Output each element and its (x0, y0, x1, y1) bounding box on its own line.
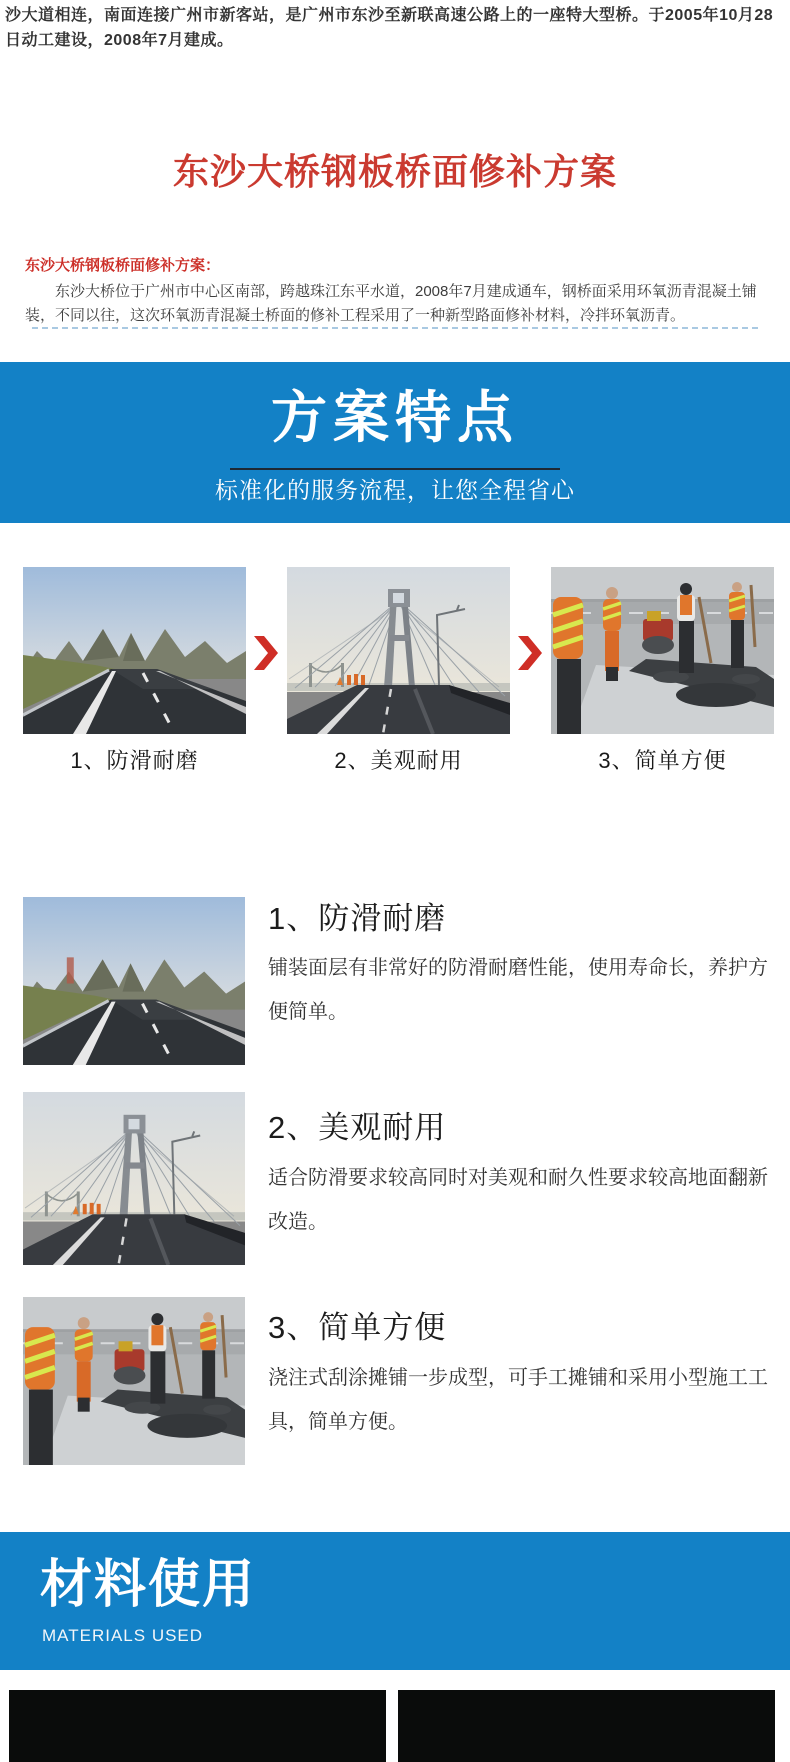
features-banner (0, 362, 790, 523)
features-banner-title: 方案特点 (271, 386, 519, 449)
road-repair-workers-photo (23, 1297, 245, 1465)
road-repair-workers-photo (551, 567, 774, 734)
intro-paragraph: 沙大道相连，南面连接广州市新客站，是广州市东沙至新联高速公路上的一座特大型桥。于2005年10月28日动工建设，2008年7月建成。 (5, 7, 774, 49)
cable-stayed-bridge-photo (287, 567, 510, 734)
feature-description-3: 浇注式刮涂摊铺一步成型，可手工摊铺和采用小型施工工具，简单方便。 (268, 1367, 768, 1433)
overview-paragraph: 东沙大桥位于广州市中心区南部，跨越珠江东平水道，2008年7月建成通车，钢桥面采用环氧沥青混凝土铺装，不同以往，这次环氧沥青混凝土桥面的修补工程采用了一种新型路面修补材料，冷拌环氧沥青。 (25, 283, 757, 324)
feature-label-3: 3、简单方便 (598, 748, 727, 773)
feature-description-2: 适合防滑要求较高同时对美观和耐久性要求较高地面翻新改造。 (268, 1167, 768, 1233)
feature-heading-2: 2、美观耐用 (268, 1110, 447, 1145)
materials-banner (0, 1532, 790, 1670)
features-banner-subtitle: 标准化的服务流程，让您全程省心 (215, 477, 575, 503)
material-photo-placeholder-right (398, 1690, 775, 1762)
feature-heading-3: 3、简单方便 (268, 1310, 447, 1345)
feature-description-1: 铺装面层有非常好的防滑耐磨性能，使用寿命长，养护方便简单。 (268, 957, 768, 1023)
feature-heading-1: 1、防滑耐磨 (268, 901, 447, 936)
overview-label: 东沙大桥钢板桥面修补方案： (25, 257, 221, 274)
dashed-divider (32, 327, 758, 329)
arrow-right-icon (251, 636, 279, 670)
cable-stayed-bridge-photo (23, 1092, 245, 1265)
materials-banner-subtitle: MATERIALS USED (42, 1626, 204, 1645)
material-photo-placeholder-left (9, 1690, 386, 1762)
feature-label-1: 1、防滑耐磨 (70, 748, 199, 773)
feature-label-2: 2、美观耐用 (334, 748, 463, 773)
highway-photo (23, 567, 246, 734)
arrow-right-icon (515, 636, 543, 670)
highway-photo (23, 897, 245, 1065)
materials-banner-title: 材料使用 (40, 1556, 257, 1614)
features-banner-divider (230, 468, 560, 470)
page-title: 东沙大桥钢板桥面修补方案 (172, 151, 617, 192)
